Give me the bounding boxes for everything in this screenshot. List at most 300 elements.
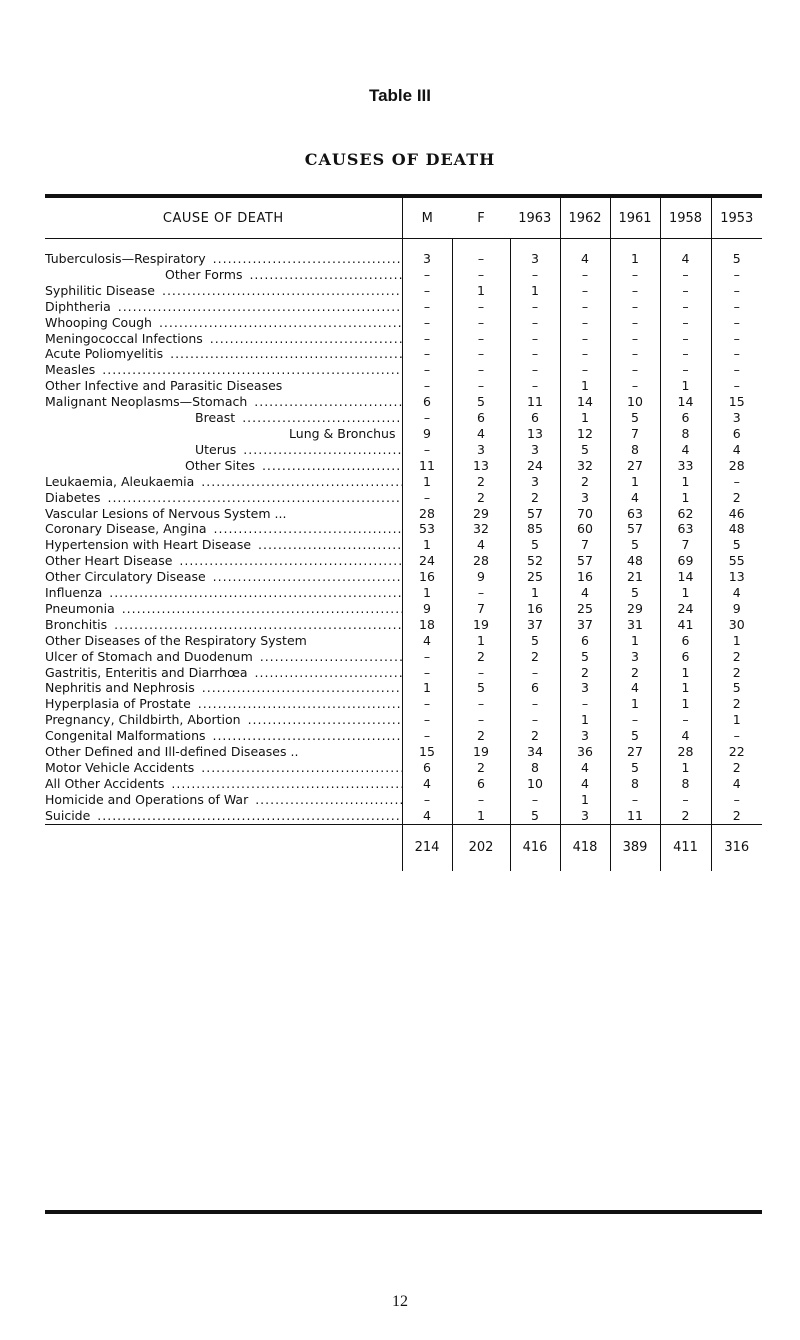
cause-label: Suicide [45,807,91,823]
leader-dots [109,617,402,632]
cell-m: – [402,442,452,458]
header-1962: 1962 [560,198,610,239]
cause-label: All Other Accidents [45,775,165,791]
cause-label-cell [45,490,402,506]
cell-f: 3 [452,442,510,458]
cell-f: 1 [452,283,510,299]
cause-label: Other Circulatory Disease [45,569,206,585]
cell-1961: – [610,283,660,299]
cell-m: – [402,362,452,378]
leader-dots [92,808,402,823]
cell-m: 6 [402,394,452,410]
cell-1961: 4 [610,490,660,506]
table-row [45,776,762,792]
cell-1963: – [510,665,560,681]
cell-f: – [452,585,510,601]
cell-1961: 7 [610,426,660,442]
cause-label-cell [45,378,402,394]
cell-1963: 13 [510,426,560,442]
cell-m: – [402,346,452,362]
cell-1963: 2 [510,728,560,744]
cause-label-cell [45,239,402,267]
cell-1961: – [610,315,660,331]
table-row [45,283,762,299]
cell-m: 16 [402,569,452,585]
table-subtitle: CAUSES OF DEATH [304,150,496,169]
cell-m: 4 [402,808,452,824]
leader-dots [249,394,402,409]
cell-f: – [452,712,510,728]
cell-1963: – [510,315,560,331]
cell-1958: 41 [660,617,711,633]
cell-1953: 55 [711,553,762,569]
table-row [45,346,762,362]
table-row [45,665,762,681]
cell-1962: – [560,346,610,362]
cell-1953: 2 [711,490,762,506]
cause-label-cell [45,665,402,681]
cell-1961: 8 [610,442,660,458]
leader-dots [196,760,402,775]
cause-label: Pregnancy, Childbirth, Abortion [45,712,241,728]
cause-label: Uterus [195,441,237,457]
cell-1953: 2 [711,649,762,665]
cell-1958: 62 [660,506,711,522]
header-1963: 1963 [510,198,560,239]
cell-1953: 3 [711,410,762,426]
cause-label: Other Forms [165,266,243,282]
cell-1962: 1 [560,712,610,728]
cause-label: Lung & Bronchus [289,425,396,441]
cause-label: Other Infective and Parasitic Diseases [45,378,283,394]
cause-label: Meningococcal Infections [45,330,203,346]
cell-1962: – [560,362,610,378]
cell-f: 32 [452,521,510,537]
cell-1961: 29 [610,601,660,617]
leader-dots [103,490,403,505]
cause-label: Gastritis, Enteritis and Diarrhœa [45,664,248,680]
cause-label: Other Diseases of the Respiratory System [45,632,307,648]
cell-1958: 14 [660,394,711,410]
leader-dots [104,585,402,600]
cell-f: – [452,315,510,331]
cell-f: 2 [452,474,510,490]
total-f: 202 [452,824,510,871]
table-row [45,410,762,426]
cause-label-cell [45,299,402,315]
cell-m: 1 [402,585,452,601]
cell-m: 1 [402,537,452,553]
cell-1963: 52 [510,553,560,569]
leader-dots [97,362,402,377]
table-row [45,458,762,474]
cell-1963: 6 [510,680,560,696]
total-1953: 316 [711,824,762,871]
cell-1962: 3 [560,728,610,744]
table-row [45,696,762,712]
cause-label: Coronary Disease, Angina [45,521,207,537]
cell-f: 1 [452,633,510,649]
cause-label-cell [45,506,402,522]
table-row [45,617,762,633]
cause-label: Whooping Cough [45,314,152,330]
cell-1962: 14 [560,394,610,410]
table-row [45,315,762,331]
cell-m: – [402,283,452,299]
leader-dots [209,521,402,536]
cell-1962: 2 [560,474,610,490]
cell-1953: – [711,331,762,347]
cell-1963: 85 [510,521,560,537]
total-1963: 416 [510,824,560,871]
cause-label: Ulcer of Stomach and Duodenum [45,648,253,664]
cause-label-cell [45,744,402,760]
cause-label: Bronchitis [45,616,108,632]
cell-1963: 8 [510,760,560,776]
cell-1953: 1 [711,712,762,728]
header-1953: 1953 [711,198,762,239]
cell-1963: 11 [510,394,560,410]
cell-1958: 14 [660,569,711,585]
table-row [45,331,762,347]
leader-dots [255,649,402,664]
cause-label: Other Defined and Ill-defined Diseases .. [45,744,299,760]
table-row [45,537,762,553]
cell-m: 3 [402,239,452,267]
cell-1962: 36 [560,744,610,760]
cell-1963: – [510,378,560,394]
cell-m: 1 [402,680,452,696]
cause-label-cell [45,267,402,283]
header-cause: CAUSE OF DEATH [45,198,402,239]
cell-1963: – [510,712,560,728]
cell-1961: 10 [610,394,660,410]
cell-1962: – [560,283,610,299]
cell-1962: 57 [560,553,610,569]
cause-label-cell [45,728,402,744]
header-m: M [402,198,452,239]
leader-dots [154,315,402,330]
cell-1953: 6 [711,426,762,442]
cell-1963: 10 [510,776,560,792]
table-row [45,680,762,696]
cell-1958: – [660,267,711,283]
cell-m: – [402,712,452,728]
cell-1953: – [711,792,762,808]
cell-m: 11 [402,458,452,474]
cell-m: – [402,378,452,394]
cell-1953: 5 [711,680,762,696]
cell-1961: – [610,792,660,808]
cause-label: Diabetes [45,489,101,505]
cause-label-cell [45,601,402,617]
cell-m: – [402,792,452,808]
cell-1962: 37 [560,617,610,633]
cell-1961: – [610,299,660,315]
leader-dots [193,696,402,711]
cell-1962: 5 [560,649,610,665]
cell-1958: 69 [660,553,711,569]
cell-1953: 1 [711,633,762,649]
leader-dots [238,442,402,457]
cause-label-cell [45,521,402,537]
table-row [45,553,762,569]
cell-f: – [452,378,510,394]
cause-label-cell [45,633,402,649]
cell-1961: 1 [610,633,660,649]
cell-1961: 27 [610,744,660,760]
cell-1962: – [560,315,610,331]
cause-label: Leukaemia, Aleukaemia [45,473,195,489]
table-row [45,728,762,744]
cause-label: Malignant Neoplasms—Stomach [45,394,248,410]
cell-1963: – [510,267,560,283]
cell-1962: 25 [560,601,610,617]
cause-label: Motor Vehicle Accidents [45,760,195,775]
cause-label-cell [45,426,402,442]
cell-1958: – [660,315,711,331]
cause-label: Nephritis and Nephrosis [45,680,195,696]
cell-1953: – [711,315,762,331]
cell-1953: – [711,728,762,744]
cell-1961: 1 [610,474,660,490]
table-row [45,569,762,585]
total-1962: 418 [560,824,610,871]
cell-1962: 70 [560,506,610,522]
cause-label: Homicide and Operations of War [45,791,249,807]
cell-f: 19 [452,744,510,760]
cell-1961: 5 [610,585,660,601]
cell-1958: 4 [660,442,711,458]
table-row [45,712,762,728]
cell-1963: 1 [510,585,560,601]
cell-1962: 32 [560,458,610,474]
cause-label: Other Heart Disease [45,553,173,569]
cell-1953: 2 [711,808,762,824]
cell-1962: 6 [560,633,610,649]
page-number: 12 [392,1293,408,1310]
cell-1961: 2 [610,665,660,681]
cause-label-cell [45,458,402,474]
cell-1958: 8 [660,776,711,792]
cause-label-cell [45,442,402,458]
cell-1962: 1 [560,378,610,394]
cell-1962: – [560,696,610,712]
cell-1958: 1 [660,680,711,696]
cell-1958: 1 [660,474,711,490]
cell-f: 4 [452,537,510,553]
table-row [45,394,762,410]
totals-row [45,824,762,871]
cell-1958: 4 [660,239,711,267]
cell-1958: – [660,283,711,299]
cell-1963: 24 [510,458,560,474]
cell-1961: 48 [610,553,660,569]
cell-1958: 1 [660,696,711,712]
cell-1958: 24 [660,601,711,617]
cause-label-cell [45,569,402,585]
cell-1962: – [560,299,610,315]
cause-label-cell [45,362,402,378]
cell-1963: 2 [510,490,560,506]
cause-label-cell [45,283,402,299]
table-row [45,362,762,378]
cell-1958: 1 [660,490,711,506]
cell-f: 9 [452,569,510,585]
cell-1961: – [610,378,660,394]
table-row [45,649,762,665]
cell-1962: 5 [560,442,610,458]
table-row [45,490,762,506]
cell-m: – [402,315,452,331]
cell-1963: 1 [510,283,560,299]
causes-of-death-table [45,198,762,871]
cell-f: 5 [452,680,510,696]
cell-f: 2 [452,490,510,506]
cell-m: – [402,696,452,712]
cell-f: – [452,331,510,347]
cell-1953: 46 [711,506,762,522]
cause-label-cell [45,776,402,792]
cell-1953: 4 [711,442,762,458]
leader-dots [244,267,402,282]
table-row [45,474,762,490]
table-row [45,267,762,283]
cell-1963: – [510,299,560,315]
cell-1958: 33 [660,458,711,474]
cell-m: – [402,267,452,283]
cause-label: Diphtheria [45,298,111,314]
cause-label-cell [45,585,402,601]
cell-m: 9 [402,426,452,442]
cell-1963: 16 [510,601,560,617]
cell-1953: 2 [711,760,762,776]
cell-f: 1 [452,808,510,824]
cell-f: – [452,362,510,378]
cell-1953: – [711,362,762,378]
cell-1958: – [660,331,711,347]
cause-label-cell [45,315,402,331]
cell-1961: 27 [610,458,660,474]
header-1958: 1958 [660,198,711,239]
cause-label-cell [45,394,402,410]
cell-1963: – [510,792,560,808]
cell-m: 1 [402,474,452,490]
cause-label-cell [45,649,402,665]
cell-1962: 4 [560,585,610,601]
cell-1963: 3 [510,474,560,490]
leader-dots [237,410,402,425]
total-1961: 389 [610,824,660,871]
cell-1962: 7 [560,537,610,553]
cell-1958: – [660,299,711,315]
leader-dots [250,792,402,807]
cell-1958: 7 [660,537,711,553]
cell-f: 7 [452,601,510,617]
cause-label-cell [45,553,402,569]
cell-1963: 2 [510,649,560,665]
cell-m: – [402,490,452,506]
cell-1958: 6 [660,410,711,426]
cell-1962: 3 [560,490,610,506]
cell-1961: 5 [610,760,660,776]
table-row [45,792,762,808]
leader-dots [166,776,402,791]
cell-f: 13 [452,458,510,474]
cell-1958: 4 [660,728,711,744]
total-m: 214 [402,824,452,871]
cause-label: Vascular Lesions of Nervous System ... [45,505,287,521]
cell-m: – [402,665,452,681]
cell-m: 6 [402,760,452,776]
cell-1962: 2 [560,665,610,681]
cell-1962: – [560,267,610,283]
cause-label: Acute Poliomyelitis [45,346,164,362]
cell-1953: 13 [711,569,762,585]
cell-1963: 5 [510,808,560,824]
cause-label: Congenital Malformations [45,728,206,744]
cell-1953: 9 [711,601,762,617]
table-row [45,426,762,442]
cell-1958: – [660,362,711,378]
header-f: F [452,198,510,239]
cell-f: 2 [452,728,510,744]
cell-1962: – [560,331,610,347]
cell-1958: – [660,792,711,808]
table-row [45,633,762,649]
cause-label-cell [45,537,402,553]
cell-1953: 2 [711,665,762,681]
cell-1953: 30 [711,617,762,633]
cell-f: 2 [452,760,510,776]
cause-label: Tuberculosis—Respiratory [45,251,206,266]
header-1961: 1961 [610,198,660,239]
cell-1958: 1 [660,760,711,776]
cell-m: – [402,410,452,426]
cause-label: Pneumonia [45,600,115,616]
cell-1953: – [711,378,762,394]
header-row [45,198,762,239]
leader-dots [117,601,402,616]
cell-f: 28 [452,553,510,569]
cell-1962: 1 [560,792,610,808]
cell-1953: 2 [711,696,762,712]
cause-label-cell [45,808,402,824]
cell-1963: 3 [510,442,560,458]
table-row [45,442,762,458]
cell-1953: – [711,267,762,283]
cell-f: – [452,267,510,283]
cell-1961: 4 [610,680,660,696]
leader-dots [174,553,402,568]
leader-dots [205,331,402,346]
cell-1958: 1 [660,378,711,394]
cause-label-cell [45,474,402,490]
cell-m: – [402,299,452,315]
cause-label: Influenza [45,585,103,601]
table-row [45,808,762,824]
table-row [45,506,762,522]
leader-dots [113,299,402,314]
table-title: Table III [368,86,432,105]
cell-1962: 3 [560,808,610,824]
cause-label-cell [45,410,402,426]
cell-1962: 60 [560,521,610,537]
cell-f: 6 [452,410,510,426]
cell-1953: 22 [711,744,762,760]
cause-label: Hypertension with Heart Disease [45,537,252,553]
cell-1961: – [610,362,660,378]
